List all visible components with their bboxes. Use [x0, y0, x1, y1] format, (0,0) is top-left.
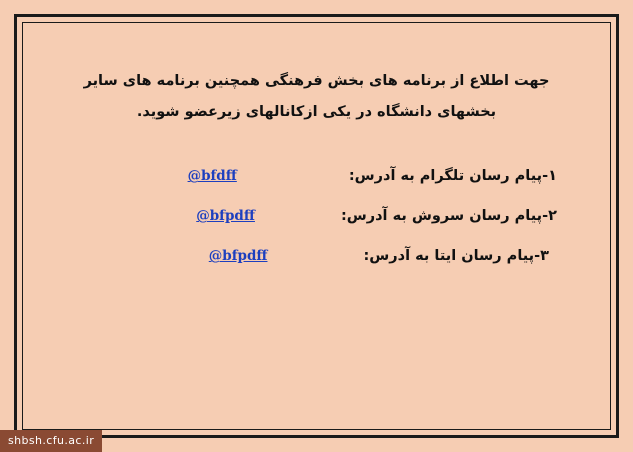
- list-item: [72, 248, 561, 264]
- intro-line-1: جهت اطلاع از برنامه های بخش فرهنگی همچنین برنامه های سایر: [83, 73, 550, 89]
- intro-line-2: بخشهای دانشگاه در یکی ازکانالهای زیرعضو شوید.: [136, 104, 497, 121]
- poster-content: [34, 34, 599, 418]
- channel-label-telegram: ۱-پیام رسان تلگرام به آدرس:: [348, 168, 557, 185]
- channel-label-eitaa: ۳-پیام رسان ایتا به آدرس:: [363, 248, 549, 265]
- channel-handle-telegram[interactable]: @bfdff: [187, 168, 237, 185]
- list-item: [72, 208, 561, 224]
- intro-paragraph: [68, 66, 565, 128]
- channel-list: [58, 168, 575, 264]
- site-watermark: shbsh.cfu.ac.ir: [0, 430, 102, 452]
- channel-label-soroush: ۲-پیام رسان سروش به آدرس:: [340, 208, 557, 225]
- channel-handle-eitaa[interactable]: @bfpdff: [208, 248, 268, 265]
- list-item: [72, 168, 561, 184]
- channel-handle-soroush[interactable]: @bfpdff: [196, 208, 255, 225]
